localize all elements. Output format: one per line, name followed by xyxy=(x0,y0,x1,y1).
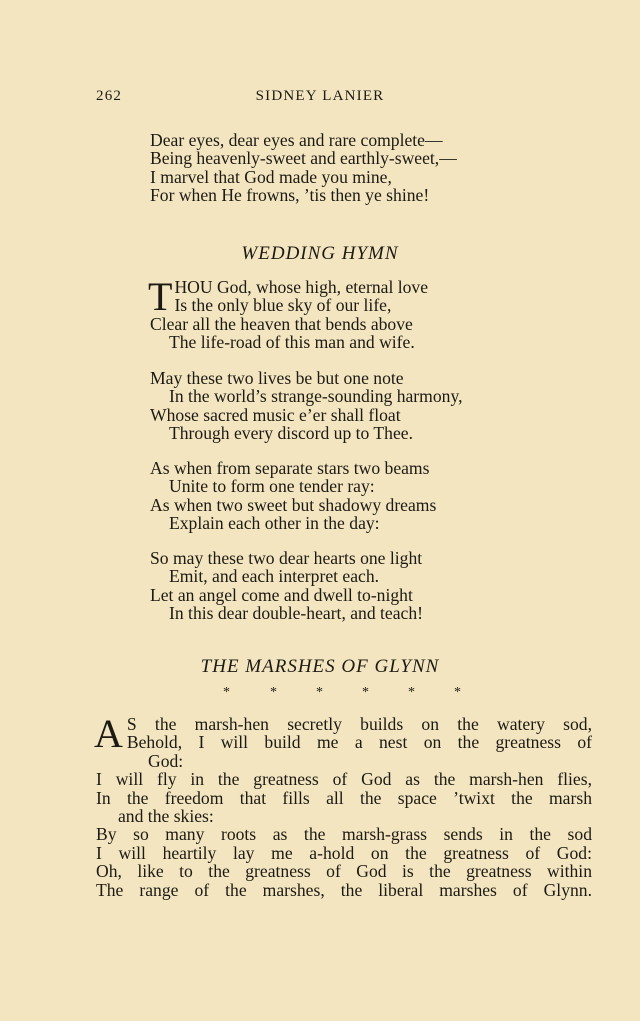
hymn-stanza-2 xyxy=(150,369,463,443)
asterisk: * xyxy=(223,685,230,700)
asterisk: * xyxy=(454,685,461,700)
marshes-excerpt xyxy=(94,711,592,900)
drop-cap: A xyxy=(94,711,123,756)
poem-title: WEDDING HYMN xyxy=(241,243,399,264)
hymn-stanza-4 xyxy=(150,549,423,623)
poem-line: So may these two dear hearts one light xyxy=(150,548,423,568)
poem-line: God: xyxy=(148,750,184,771)
poem-line: As when from separate stars two beams xyxy=(150,458,430,478)
poem-line: Oh, like to the greatness of God is the greatness within xyxy=(96,861,592,882)
poem-line: I marvel that God made you mine, xyxy=(150,166,392,187)
poem-line: HOU God, whose high, eternal love xyxy=(174,277,429,297)
page-number: 262 xyxy=(96,88,123,104)
poem-line: Is the only blue sky of our life, xyxy=(174,295,392,316)
poem-line: In this dear double-heart, and teach! xyxy=(169,603,424,624)
poem-line: For when He frowns, ’tis then ye shine! xyxy=(150,185,430,206)
poem-line: The range of the marshes, the liberal marshes of Glynn. xyxy=(96,879,592,900)
hymn-stanza-3 xyxy=(150,459,436,533)
poem-title: THE MARSHES OF GLYNN xyxy=(200,656,440,677)
poem-line: As when two sweet but shadowy dreams xyxy=(150,494,437,515)
opening-stanza xyxy=(150,131,457,205)
poem-line: Through every discord up to Thee. xyxy=(169,423,413,444)
poem-line: Behold, I will build me a nest on the greatness of xyxy=(126,732,592,753)
asterisk: * xyxy=(362,685,369,700)
running-head: SIDNEY LANIER xyxy=(255,88,385,104)
poem-line: Explain each other in the day: xyxy=(169,513,380,534)
poem-line: Let an angel come and dwell to-night xyxy=(150,584,413,605)
poem-line: Whose sacred music e’er shall float xyxy=(150,404,401,425)
poem-line: In the freedom that fills all the space ’twixt the marsh xyxy=(96,787,592,808)
asterisk: * xyxy=(408,685,415,700)
poem-line: Being heavenly-sweet and earthly-sweet,— xyxy=(150,148,457,169)
asterisk: * xyxy=(316,685,323,700)
hymn-stanza-1 xyxy=(148,274,429,353)
poem-line: Unite to form one tender ray: xyxy=(169,476,375,497)
poem-line: By so many roots as the marsh-grass sends in the sod xyxy=(96,824,592,845)
poem-line: The life-road of this man and wife. xyxy=(169,332,415,353)
poem-line: Dear eyes, dear eyes and rare complete— xyxy=(150,130,443,150)
poem-line: I will heartily lay me a-hold on the greatness of God: xyxy=(96,842,592,863)
poem-line: Emit, and each interpret each. xyxy=(169,566,380,587)
poem-line: I will fly in the greatness of God as the marsh-hen flies, xyxy=(96,769,592,790)
poem-line: Clear all the heaven that bends above xyxy=(150,313,413,334)
drop-cap: T xyxy=(148,274,173,319)
poem-line: and the skies: xyxy=(118,806,214,827)
poem-line: S the marsh-hen secretly builds on the watery sod, xyxy=(126,714,592,734)
poem-line: May these two lives be but one note xyxy=(150,368,404,388)
poem-line: In the world’s strange-sounding harmony, xyxy=(169,386,463,407)
asterisk: * xyxy=(270,685,277,700)
